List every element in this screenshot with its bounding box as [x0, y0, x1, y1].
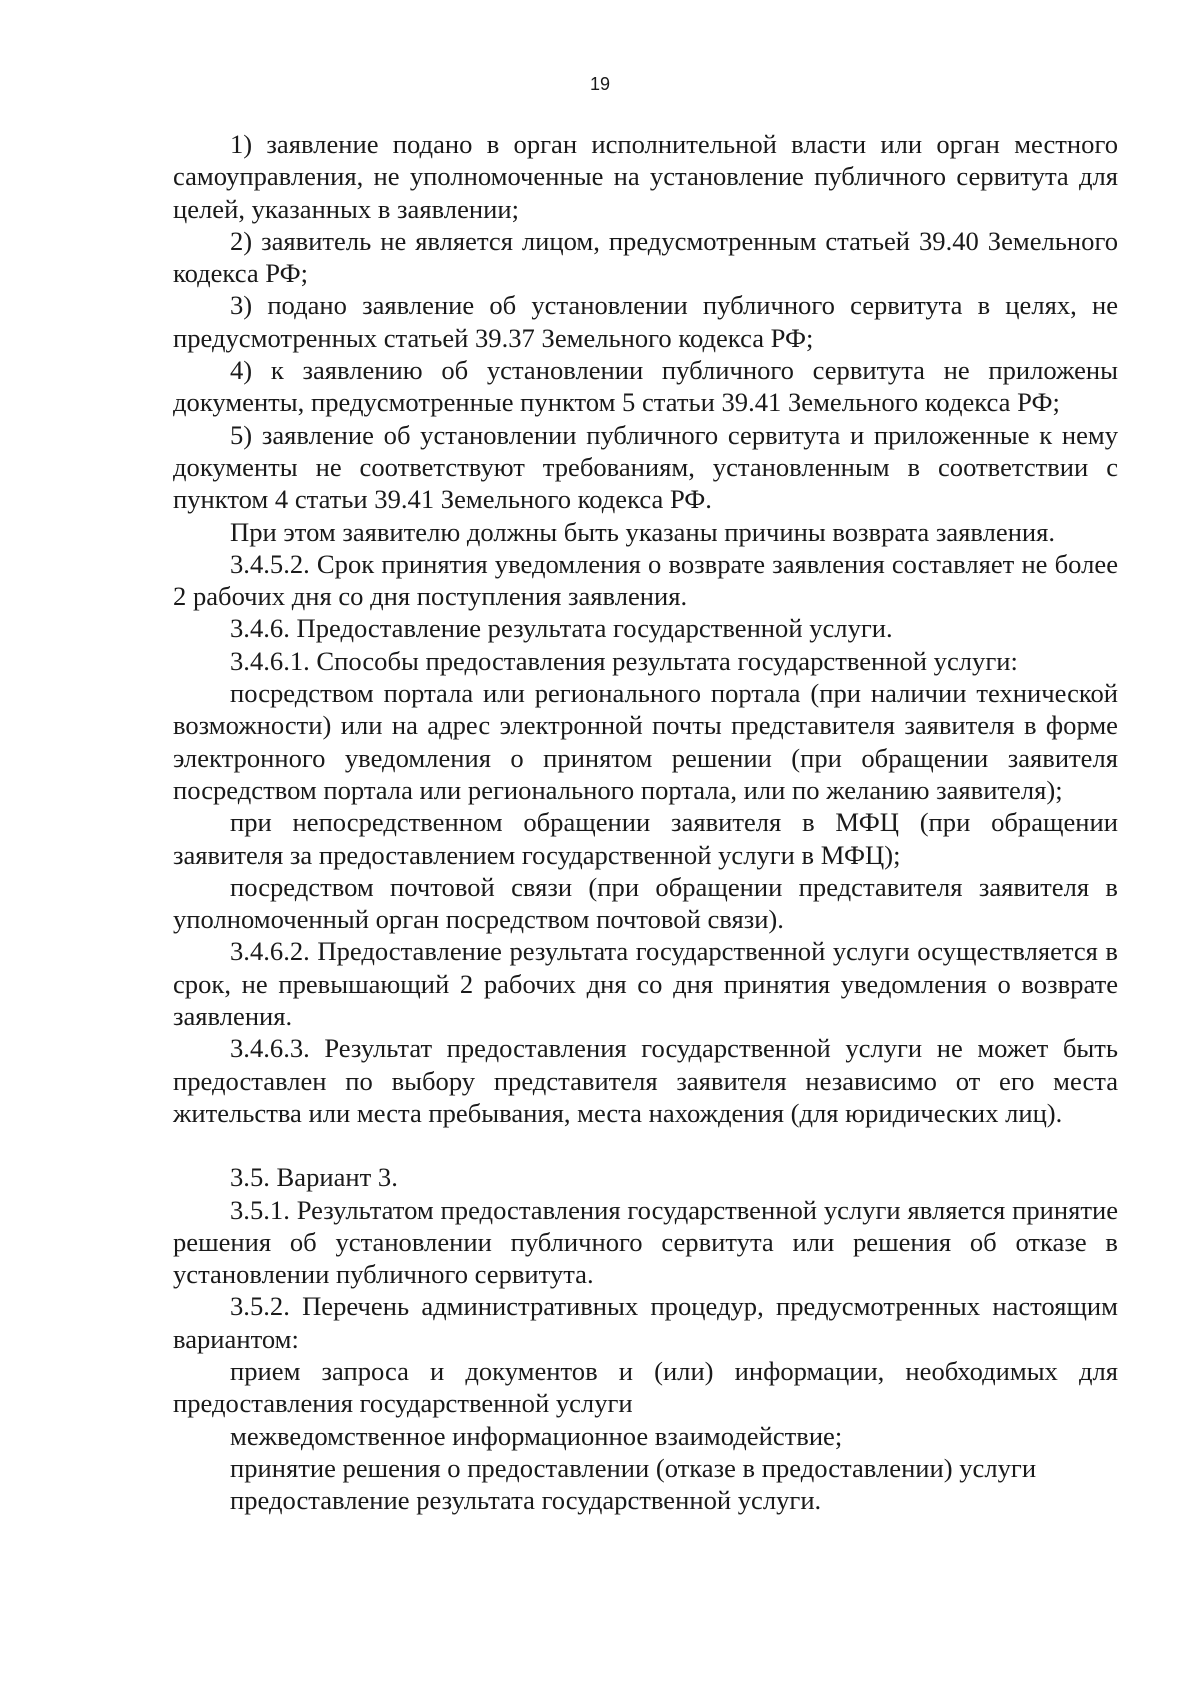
paragraph-return-reason-1: 1) заявление подано в орган исполнительной власти или орган местного самоуправления, не уполномоченные на установление публичного сервитута для целей, указанных в заявлении;	[173, 129, 1118, 224]
list-item-procedure-2: межведомственное информационное взаимодействие;	[230, 1420, 843, 1451]
page-number: 19	[589, 74, 611, 94]
paragraph-3-4-5-2: 3.4.5.2. Срок принятия уведомления о возврате заявления составляет не более 2 рабочих дня со дня поступления заявления.	[173, 548, 1118, 612]
paragraph-3-4-6-2: 3.4.6.2. Предоставление результата государственной услуги осуществляется в срок, не превышающий 2 рабочих дня со дня принятия уведомления о возврате заявления.	[173, 936, 1118, 1032]
paragraph-return-reasons-note: При этом заявителю должны быть указаны причины возврата заявления.	[230, 516, 1056, 547]
paragraph-method-portal: посредством портала или регионального портала (при наличии технической возможности) или на адрес электронной почты представителя заявителя в форме электронного уведомления о принятом решении (при обращении заявителя посредством портала или регионального портала, или по желанию заявителя);	[173, 678, 1118, 805]
paragraph-3-4-6-1: 3.4.6.1. Способы предоставления результата государственной услуги:	[230, 645, 1018, 676]
section-spacer	[173, 1129, 1118, 1161]
paragraph-return-reason-2: 2) заявитель не является лицом, предусмотренным статьей 39.40 Земельного кодекса РФ;	[173, 225, 1118, 289]
paragraph-return-reason-5: 5) заявление об установлении публичного сервитута и приложенные к нему документы не соответствуют требованиям, установленным в соответствии с пунктом 4 статьи 39.41 Земельного кодекса РФ.	[173, 419, 1118, 515]
paragraph-3-4-6-3: 3.4.6.3. Результат предоставления государственной услуги не может быть предоставлен по выбору представителя заявителя независимо от его места жительства или места пребывания, места нахождения (для юридических лиц).	[173, 1033, 1118, 1128]
paragraph-3-5-1: 3.5.1. Результатом предоставления государственной услуги является принятие решения об установлении публичного сервитута или решения об отказе в установлении публичного сервитута.	[173, 1194, 1118, 1290]
paragraph-method-mfc: при непосредственном обращении заявителя в МФЦ (при обращении заявителя за предоставлением государственной услуги в МФЦ);	[173, 807, 1118, 870]
list-item-procedure-1: прием запроса и документов и (или) информации, необходимых для предоставления государственной услуги	[173, 1355, 1118, 1419]
paragraph-return-reason-3: 3) подано заявление об установлении публичного сервитута в целях, не предусмотренных статьей 39.37 Земельного кодекса РФ;	[173, 290, 1118, 353]
paragraph-3-5-2: 3.5.2. Перечень административных процедур, предусмотренных настоящим вариантом:	[173, 1291, 1118, 1354]
list-item-procedure-4: предоставление результата государственной услуги.	[230, 1485, 822, 1516]
paragraph-return-reason-4: 4) к заявлению об установлении публичного сервитута не приложены документы, предусмотренные пунктом 5 статьи 39.41 Земельного кодекса РФ;	[173, 355, 1118, 418]
paragraph-method-post: посредством почтовой связи (при обращении представителя заявителя в уполномоченный орган посредством почтовой связи).	[173, 871, 1118, 935]
document-body	[173, 128, 1118, 1516]
section-heading-3-5: 3.5. Вариант 3.	[230, 1162, 398, 1193]
list-item-procedure-3: принятие решения о предоставлении (отказе в предоставлении) услуги	[230, 1452, 1037, 1483]
paragraph-3-4-6: 3.4.6. Предоставление результата государственной услуги.	[230, 613, 893, 644]
